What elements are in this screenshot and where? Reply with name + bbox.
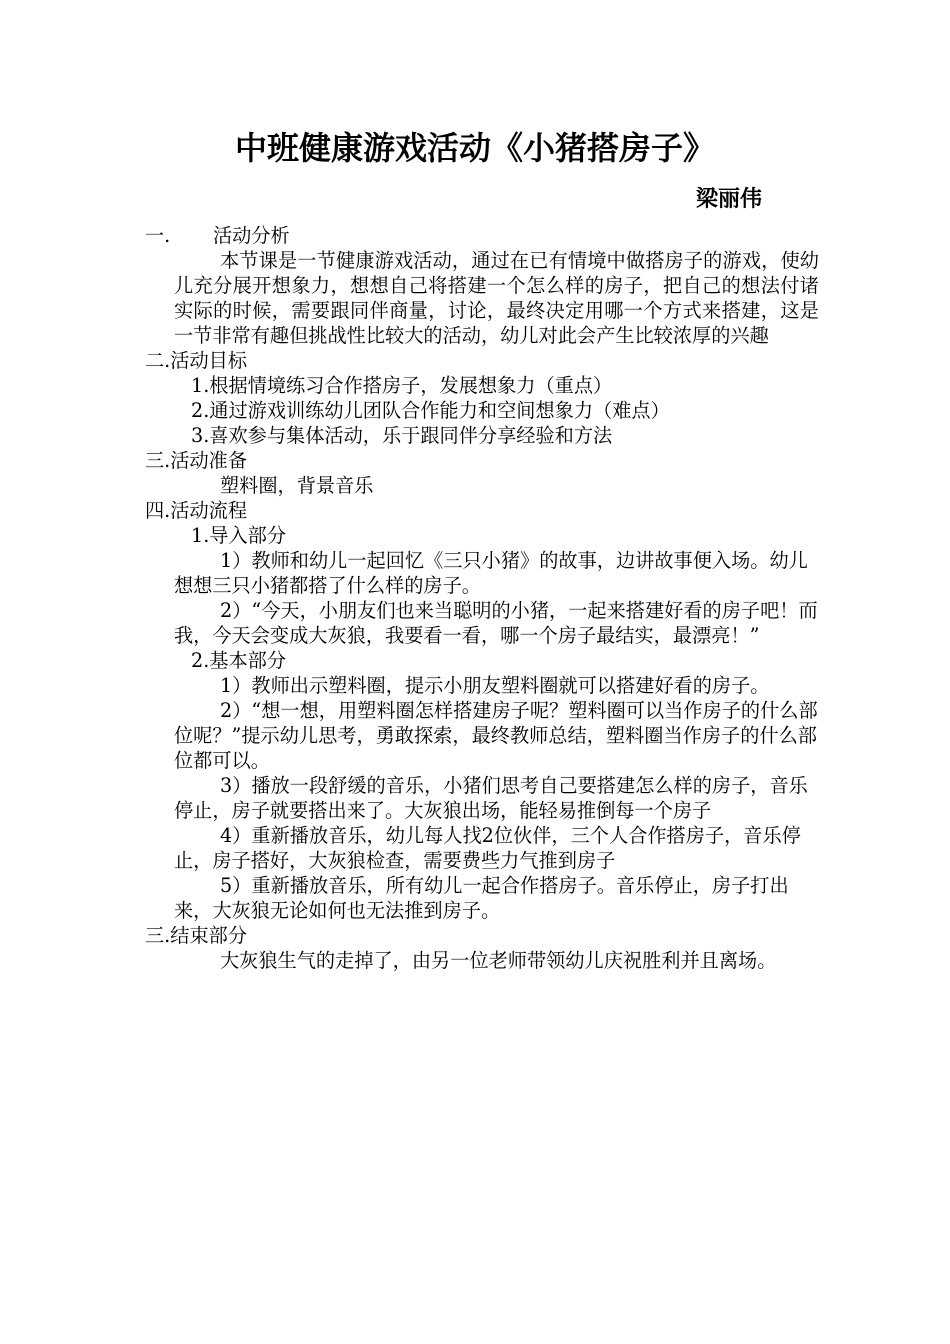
section-title: 结束部分 [170,924,248,947]
section-title: 活动准备 [170,449,248,472]
section-heading-ending [145,923,835,948]
section-number: 三. [145,924,171,947]
preparation-line: 塑料圈，背景音乐 [220,474,374,497]
section-number: 三. [145,449,171,472]
section-number: 四. [145,499,171,522]
section-heading-process [145,498,835,523]
process-step: 1）教师出示塑料圈，提示小朋友塑料圈就可以搭建好看的房子。 [220,674,770,697]
goal-item: 1.根据情境练习合作搭房子，发展想象力（重点） [191,374,613,397]
section-heading-preparation [145,448,835,473]
subsection-heading-main: 2.基本部分 [191,649,287,672]
author-name: 梁丽伟 [696,186,763,212]
section-number: 一. [145,224,171,247]
process-step: 1）教师和幼儿一起回忆《三只小猪》的故事，边讲故事便入场。幼儿想想三只小猪都搭了什么样的房子。 [174,549,808,597]
section-heading-analysis [145,223,835,248]
document-body [145,223,835,973]
goal-item: 2.通过游戏训练幼儿团队合作能力和空间想象力（难点） [191,399,670,422]
process-step: 5）重新播放音乐，所有幼儿一起合作搭房子。音乐停止，房子打出来，大灰狼无论如何也无法推到房子。 [174,874,789,922]
section-title: 活动分析 [213,224,290,247]
subsection-heading-intro: 1.导入部分 [191,524,287,547]
ending-paragraph: 大灰狼生气的走掉了，由另一位老师带领幼儿庆祝胜利并且离场。 [220,949,777,972]
process-step: 2）“想一想，用塑料圈怎样搭建房子呢？塑料圈可以当作房子的什么部位呢？”提示幼儿思考，勇敢探索，最终教师总结，塑料圈当作房子的什么部位都可以。 [174,699,818,772]
section-number: 二. [145,349,171,372]
goal-item: 3.喜欢参与集体活动，乐于跟同伴分享经验和方法 [191,424,613,447]
section-title: 活动目标 [170,349,248,372]
section-heading-goals [145,348,835,373]
section-title: 活动流程 [170,499,248,522]
process-step: 4）重新播放音乐，幼儿每人找2位伙伴，三个人合作搭房子，音乐停止，房子搭好，大灰狼检查，需要费些力气推到房子 [174,824,801,872]
process-step: 2）“今天，小朋友们也来当聪明的小猪，一起来搭建好看的房子吧！而我，今天会变成大灰狼，我要看一看，哪一个房子最结实，最漂亮！” [174,599,818,647]
process-step: 3）播放一段舒缓的音乐，小猪们思考自己要搭建怎么样的房子，音乐停止，房子就要搭出来了。大灰狼出场，能轻易推倒每一个房子 [174,774,808,822]
analysis-paragraph: 本节课是一节健康游戏活动，通过在已有情境中做搭房子的游戏，使幼儿充分展开想象力，想想自己将搭建一个怎么样的房子，把自己的想法付诸实际的时候，需要跟同伴商量，讨论，最终决定用哪一个方式来搭建，这是一节非常有趣但挑战性比较大的活动，幼儿对此会产生比较浓厚的兴趣 [174,249,819,347]
document-title: 中班健康游戏活动《小猪搭房子》 [234,129,715,167]
